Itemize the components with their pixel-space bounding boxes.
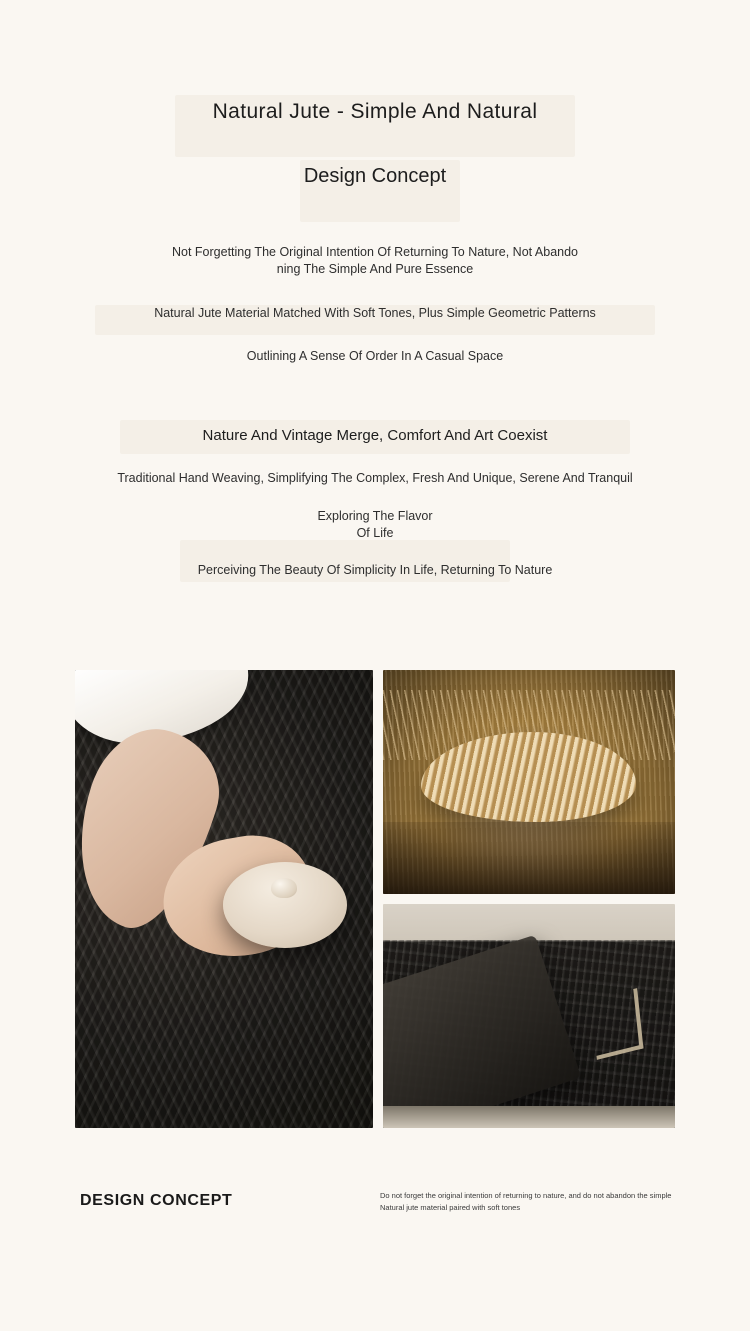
concept-line-2: Natural Jute Material Matched With Soft Tones, Plus Simple Geometric Patterns [154,306,596,320]
concept-paragraph-one [0,244,750,365]
gallery-image-3[interactable] [383,904,675,1128]
concept-line-1b: ning The Simple And Pure Essence [276,262,474,276]
concept-line-5a: Exploring The Flavor [317,509,433,523]
gallery-image-1[interactable] [75,670,373,1128]
footer-note [380,1190,680,1214]
footer [0,1170,750,1260]
concept-line-6: Perceiving The Beauty Of Simplicity In Life, Returning To Nature [197,563,553,577]
concept-line-1a: Not Forgetting The Original Intention Of Returning To Nature, Not Abando [171,245,579,259]
concept-paragraph-two [0,427,750,579]
footer-note-line-2: Natural jute material paired with soft tones [380,1203,521,1212]
page-title: Natural Jute - Simple And Natural [212,100,538,123]
gallery-image-2[interactable] [383,670,675,894]
footer-title: DESIGN CONCEPT [80,1192,233,1209]
floor-strip [383,1106,675,1128]
ceramic-lid-shape [223,862,347,948]
image-gallery [75,670,675,1130]
page-subtitle: Design Concept [303,165,447,187]
text-content [0,0,750,579]
fibre-shadow-shape [383,822,675,894]
ceramic-knob-shape [271,878,297,898]
rug-geometric-motif [591,988,644,1060]
concept-line-5b: Of Life [356,526,394,540]
concept-line-4: Traditional Hand Weaving, Simplifying The Complex, Fresh And Unique, Serene And Tranquil [117,471,633,485]
footer-note-line-1: Do not forget the original intention of returning to nature, and do not abandon the simple [380,1191,672,1200]
concept-line-3: Outlining A Sense Of Order In A Casual Space [246,349,504,363]
concept-subheading: Nature And Vintage Merge, Comfort And Art Coexist [202,427,548,444]
